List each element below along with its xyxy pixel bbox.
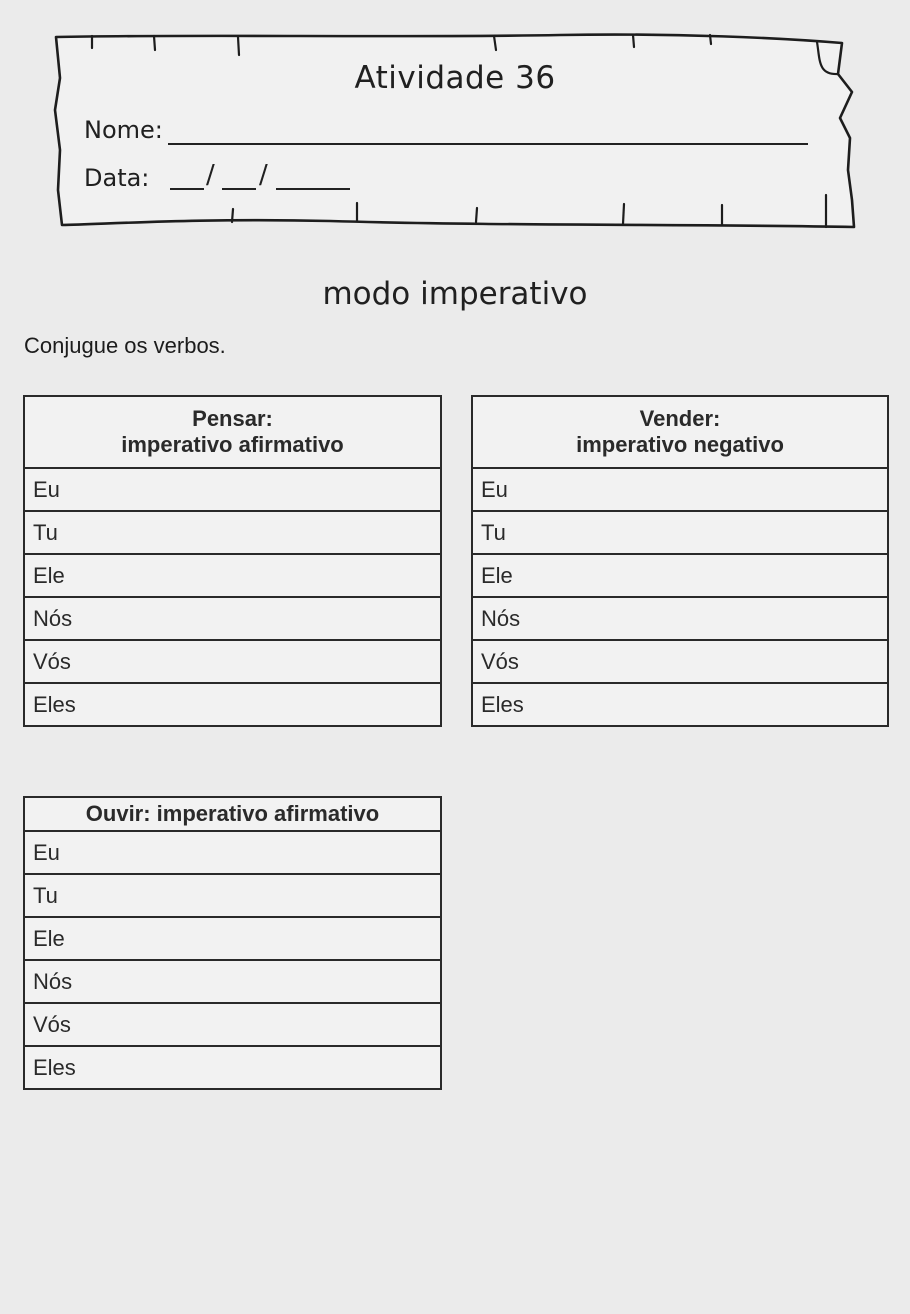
conjugation-table-pensar [23,395,442,727]
conjugation-cell-vos[interactable] [24,640,441,683]
pronoun-label: Nós [481,605,521,631]
conjugation-table-ouvir [23,796,442,1090]
date-separator: / [206,160,215,190]
conjugation-cell-nos[interactable] [24,960,441,1003]
date-label: Data: [84,164,150,192]
table-row [24,1046,441,1089]
pronoun-label: Tu [33,882,58,908]
table-heading [24,396,441,468]
mood-label: imperativo afirmativo [121,432,344,457]
conjugation-cell-eles[interactable] [24,683,441,726]
name-field[interactable] [168,143,808,145]
conjugation-cell-ele[interactable] [24,554,441,597]
conjugation-cell-vos[interactable] [24,1003,441,1046]
mood-label: imperativo negativo [576,432,784,457]
pronoun-label: Eles [33,691,76,717]
table-row [24,554,441,597]
table-heading [472,396,888,468]
pronoun-label: Vós [33,648,71,674]
table-row [24,917,441,960]
conjugation-cell-tu[interactable] [24,874,441,917]
pronoun-label: Tu [481,519,506,545]
pronoun-label: Nós [33,605,73,631]
pronoun-label: Eu [33,839,60,865]
table-row [24,597,441,640]
date-day-field[interactable] [170,188,204,190]
pronoun-label: Eu [481,476,508,502]
pronoun-label: Eles [33,1054,76,1080]
conjugation-cell-nos[interactable] [24,597,441,640]
activity-title: Atividade 36 [354,60,556,96]
table-row [24,874,441,917]
conjugation-cell-eu[interactable] [24,468,441,511]
verb-label: Pensar: [192,406,273,431]
table-row [24,683,441,726]
pronoun-label: Vós [481,648,519,674]
pronoun-label: Eu [33,476,60,502]
conjugation-cell-vos[interactable] [472,640,888,683]
table-row [24,960,441,1003]
table-row [24,640,441,683]
conjugation-cell-tu[interactable] [24,511,441,554]
verb-mood-label: Ouvir: imperativo afirmativo [85,801,380,826]
instruction-text: Conjugue os verbos. [24,333,226,358]
table-row [472,640,888,683]
verb-label: Vender: [639,406,721,431]
date-year-field[interactable] [276,188,350,190]
conjugation-table-vender [471,395,889,727]
table-row [24,468,441,511]
pronoun-label: Ele [481,562,513,588]
subject-title: modo imperativo [322,276,588,312]
table-row [472,511,888,554]
conjugation-cell-ele[interactable] [24,917,441,960]
conjugation-cell-eu[interactable] [472,468,888,511]
pronoun-label: Nós [33,968,73,994]
conjugation-cell-ele[interactable] [472,554,888,597]
table-row [472,597,888,640]
conjugation-cell-eles[interactable] [24,1046,441,1089]
conjugation-cell-eu[interactable] [24,831,441,874]
table-row [24,511,441,554]
conjugation-cell-tu[interactable] [472,511,888,554]
pronoun-label: Vós [33,1011,71,1037]
pronoun-label: Eles [481,691,524,717]
table-row [472,468,888,511]
pronoun-label: Ele [33,925,65,951]
date-separator: / [259,160,268,190]
conjugation-cell-eles[interactable] [472,683,888,726]
table-heading [24,797,441,831]
pronoun-label: Ele [33,562,65,588]
name-label: Nome: [84,116,163,144]
table-row [24,831,441,874]
date-month-field[interactable] [222,188,256,190]
table-row [24,1003,441,1046]
pronoun-label: Tu [33,519,58,545]
table-row [472,683,888,726]
table-row [472,554,888,597]
conjugation-cell-nos[interactable] [472,597,888,640]
